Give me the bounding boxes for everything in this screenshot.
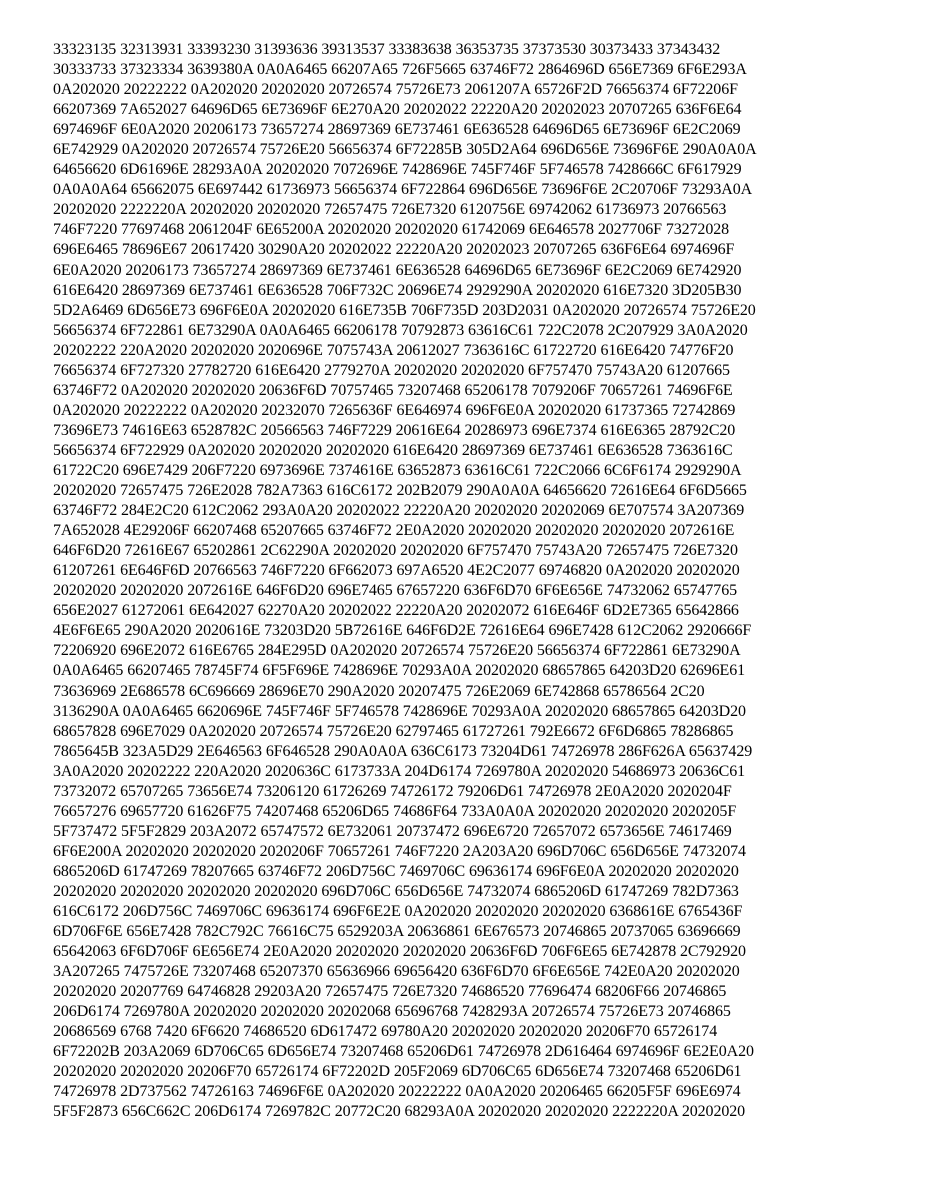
hex-line: 61207261 6E646F6D 20766563 746F7220 6F662073 697A6520 4E2C2077 69746820 0A202020 20202020 xyxy=(53,562,740,580)
hex-line: 68657828 696E7029 0A202020 20726574 75726E20 62797465 61727261 792E6672 6F6D6865 78286865 xyxy=(53,722,734,740)
hex-line: 20202020 20202020 2072616E 646F6D20 696E7465 67657220 636F6D70 6F6E656E 74732062 65747765 xyxy=(53,582,737,600)
hex-line: 73732072 65707265 73656E74 73206120 61726269 74726172 79206D61 74726978 2E0A2020 2020204F xyxy=(53,782,732,800)
hex-line: 0A0A0A64 65662075 6E697442 61736973 56656374 6F722864 696D656E 73696F6E 2C20706F 73293A0A xyxy=(53,181,753,199)
hex-line: 206D6174 7269780A 20202020 20202020 20202068 65696768 7428293A 20726574 75726E73 20746865 xyxy=(53,1003,731,1021)
hex-line: 746F7220 77697468 2061204F 6E65200A 20202020 20202020 61742069 6E646578 2027706F 73272028 xyxy=(53,221,730,239)
hex-line: 20202020 20202020 20202020 20202020 696D706C 656D656E 74732074 6865206D 61747269 782D7363 xyxy=(53,882,739,900)
hex-dump-text xyxy=(53,40,903,1123)
hex-line: 5F737472 5F5F2829 203A2072 65747572 6E732061 20737472 696E6720 72657072 6573656E 74617469 xyxy=(53,822,732,840)
hex-line: 616E6420 28697369 6E737461 6E636528 706F732C 20696E74 2929290A 20202020 616E7320 3D205B30 xyxy=(53,281,742,299)
hex-line: 20202222 220A2020 20202020 2020696E 7075743A 20612027 7363616C 61722720 616E6420 74776F20 xyxy=(53,341,734,359)
hex-line: 5F5F2873 656C662C 206D6174 7269782C 20772C20 68293A0A 20202020 20202020 2222220A 20202020 xyxy=(53,1103,746,1121)
hex-line: 66207369 7A652027 64696D65 6E73696F 6E270A20 20202022 22220A20 20202023 20707265 636F6E64 xyxy=(53,101,742,119)
hex-line: 73696E73 74616E63 6528782C 20566563 746F7229 20616E64 20286973 696E7374 616E6365 28792C20 xyxy=(53,421,736,439)
hex-line: 6D706F6E 656E7428 782C792C 76616C75 6529203A 20636861 6E676573 20746865 20737065 63696669 xyxy=(53,923,741,941)
hex-line: 616C6172 206D756C 7469706C 69636174 696F6E2E 0A202020 20202020 20202020 6368616E 6765436F xyxy=(53,903,743,921)
hex-line: 5D2A6469 6D656E73 696F6E0A 20202020 616E735B 706F735D 203D2031 0A202020 20726574 75726E20 xyxy=(53,301,756,319)
hex-line: 4E6F6E65 290A2020 2020616E 73203D20 5B72616E 646F6D2E 72616E64 696E7428 612C2062 2920666F xyxy=(53,622,752,640)
hex-line: 63746F72 0A202020 20202020 20636F6D 70757465 73207468 65206178 7079206F 70657261 74696F6E xyxy=(53,381,733,399)
hex-line: 76657276 69657720 61626F75 74207468 65206D65 74686F64 733A0A0A 20202020 20202020 2020205F xyxy=(53,802,737,820)
hex-line: 3A0A2020 20202222 220A2020 2020636C 6173733A 204D6174 7269780A 20202020 54686973 20636C61 xyxy=(53,762,746,780)
hex-line: 6F6E200A 20202020 20202020 2020206F 70657261 746F7220 2A203A20 696D706C 656D656E 74732074 xyxy=(53,842,746,860)
hex-line: 64656620 6D61696E 28293A0A 20202020 7072696E 7428696E 745F746F 5F746578 7428666C 6F617929 xyxy=(53,161,742,179)
hex-line: 20202020 72657475 726E2028 782A7363 616C6172 202B2079 290A0A0A 64656620 72616E64 6F6D5665 xyxy=(53,482,747,500)
hex-line: 696E6465 78696E67 20617420 30290A20 20202022 22220A20 20202023 20707265 636F6E64 6974696F xyxy=(53,241,735,259)
hex-line: 61722C20 696E7429 206F7220 6973696E 7374616E 63652873 63616C61 722C2066 6C6F6174 2929290A xyxy=(53,461,742,479)
hex-line: 0A202020 20222222 0A202020 20202020 20726574 75726E73 2061207A 65726F2D 76656374 6F72206F xyxy=(53,81,738,99)
hex-line: 0A0A6465 66207465 78745F74 6F5F696E 7428696E 70293A0A 20202020 68657865 64203D20 62696E61 xyxy=(53,662,746,680)
hex-line: 6E742929 0A202020 20726574 75726E20 56656374 6F72285B 305D2A64 696D656E 73696F6E 290A0A0A xyxy=(53,141,757,159)
hex-line: 0A202020 20222222 0A202020 20232070 7265636F 6E646974 696F6E0A 20202020 61737365 72742869 xyxy=(53,401,736,419)
hex-line: 74726978 2D737562 74726163 74696F6E 0A202020 20222222 0A0A2020 20206465 66205F5F 696E6974 xyxy=(53,1083,741,1101)
hex-line: 6E0A2020 20206173 73657274 28697369 6E737461 6E636528 64696D65 6E73696F 6E2C2069 6E742920 xyxy=(53,261,742,279)
hex-line: 7865645B 323A5D29 2E646563 6F646528 290A0A0A 636C6173 73204D61 74726978 286F626A 65637429 xyxy=(53,742,753,760)
hex-line: 6974696F 6E0A2020 20206173 73657274 28697369 6E737461 6E636528 64696D65 6E73696F 6E2C2069 xyxy=(53,121,741,139)
hex-line: 30333733 37323334 3639380A 0A0A6465 66207A65 726F5665 63746F72 2864696D 656E7369 6F6E293A xyxy=(53,61,747,79)
hex-line: 56656374 6F722929 0A202020 20202020 20202020 616E6420 28697369 6E737461 6E636528 7363616C xyxy=(53,441,733,459)
hex-line: 73636969 2E686578 6C696669 28696E70 290A2020 20207475 726E2069 6E742868 65786564 2C20 xyxy=(53,682,705,700)
hex-line: 20202020 2222220A 20202020 20202020 72657475 726E7320 6120756E 69742062 61736973 20766563 xyxy=(53,201,727,219)
hex-line: 65642063 6F6D706F 6E656E74 2E0A2020 20202020 20202020 20636F6D 706F6E65 6E742878 2C792920 xyxy=(53,943,746,961)
hex-line: 646F6D20 72616E67 65202861 2C62290A 20202020 20202020 6F757470 75743A20 72657475 726E7320 xyxy=(53,542,738,560)
hex-line: 56656374 6F722861 6E73290A 0A0A6465 66206178 70792873 63616C61 722C2078 2C207929 3A0A2020 xyxy=(53,321,748,339)
hex-line: 76656374 6F727320 27782720 616E6420 2779270A 20202020 20202020 6F757470 75743A20 61207665 xyxy=(53,361,730,379)
hex-line: 3A207265 7475726E 73207468 65207370 65636966 69656420 636F6D70 6F6E656E 742E0A20 20202020 xyxy=(53,963,740,981)
hex-line: 7A652028 4E29206F 66207468 65207665 63746F72 2E0A2020 20202020 20202020 20202020 2072616E xyxy=(53,522,735,540)
hex-line: 33323135 32313931 33393230 31393636 39313537 33383638 36353735 37373530 30373433 37343432 xyxy=(53,41,721,58)
hex-line: 63746F72 284E2C20 612C2062 293A0A20 20202022 22220A20 20202020 20202069 6E707574 3A207369 xyxy=(53,502,745,520)
hex-line: 20202020 20207769 64746828 29203A20 72657475 726E7320 74686520 77696474 68206F66 20746865 xyxy=(53,983,727,1001)
hex-line: 656E2027 61272061 6E642027 62270A20 20202022 22220A20 20202072 616E646F 6D2E7365 65642866 xyxy=(53,602,739,620)
hex-line: 20686569 6768 7420 6F6620 74686520 6D617472 69780A20 20202020 20202020 20206F70 65726174 xyxy=(53,1023,718,1041)
hex-line: 6F72202B 203A2069 6D706C65 6D656E74 73207468 65206D61 74726978 2D616464 6974696F 6E2E0A20 xyxy=(53,1043,754,1061)
hex-line: 3136290A 0A0A6465 6620696E 745F746F 5F746578 7428696E 70293A0A 20202020 68657865 64203D20 xyxy=(53,702,746,720)
hex-line: 72206920 696E2072 616E6765 284E295D 0A202020 20726574 75726E20 56656374 6F722861 6E73290A xyxy=(53,642,741,660)
hex-line: 6865206D 61747269 78207665 63746F72 206D756C 7469706C 69636174 696F6E0A 20202020 20202020 xyxy=(53,862,739,880)
hex-line: 20202020 20202020 20206F70 65726174 6F72202D 205F2069 6D706C65 6D656E74 73207468 65206D61 xyxy=(53,1063,742,1081)
